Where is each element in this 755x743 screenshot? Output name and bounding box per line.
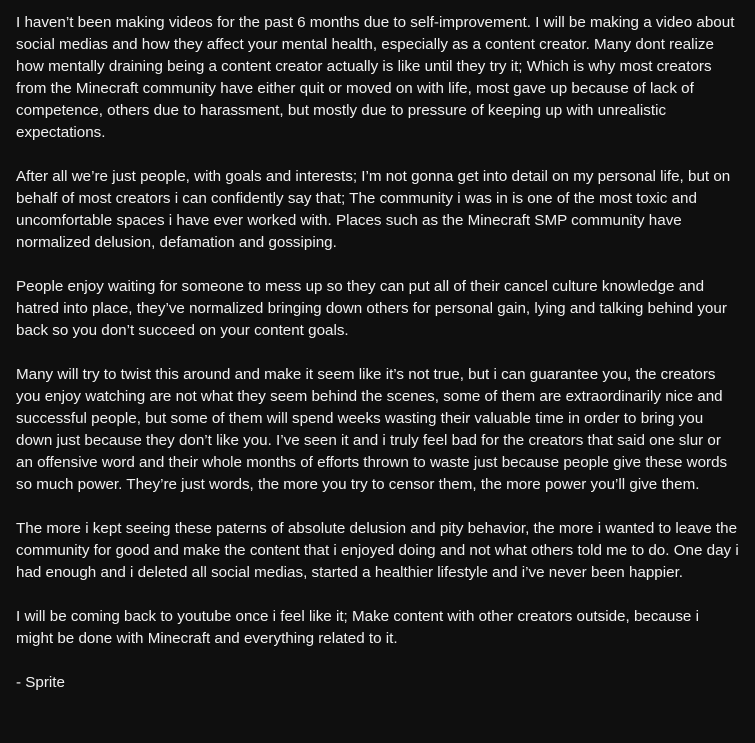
post-paragraph-3: People enjoy waiting for someone to mess up so they can put all of their cancel culture knowledge and hatred into place, they’ve normalized bringing down others for personal gain, lying and talking behind your back so you don’t succeed on your content goals. [16, 278, 727, 339]
post-paragraph-4: Many will try to twist this around and make it seem like it’s not true, but i can guarantee you, the creators you enjoy watching are not what they seem behind the scenes, some of them are extraordinarily nice and successful people, but some of them will spend weeks wasting their valuable time in order to bring you down just because they don’t like you. I’ve seen it and i truly feel bad for the creators that said one slur or an offensive word and their whole months of efforts thrown to waste just because people give these words so much power. They’re just words, the more you try to censor them, the more power you’ll give them. [16, 366, 728, 493]
post-paragraph-2: After all we’re just people, with goals and interests; I’m not gonna get into detail on my personal life, but on behalf of most creators i can confidently say that; The community i was in is one of the most toxic and uncomfortable spaces i have ever worked with. Places such as the Minecraft SMP community have normalized delusion, defamation and gossiping. [16, 168, 731, 251]
post-signature: - Sprite [16, 674, 65, 691]
post-paragraph-5: The more i kept seeing these paterns of absolute delusion and pity behavior, the more i wanted to leave the community for good and make the content that i enjoyed doing and not what others told me to do. One day i had enough and i deleted all social medias, started a healthier lifestyle and i’ve never been happier. [16, 520, 739, 581]
post-paragraph-1: I haven’t been making videos for the past 6 months due to self-improvement. I will be making a video about social medias and how they affect your mental health, especially as a content creator. Many dont realize how mentally draining being a content creator actually is like until they try it; Which is why most creators from the Minecraft community have either quit or moved on with life, most gave up because of lack of competence, others due to harassment, but mostly due to pressure of keeping up with unrealistic expectations. [16, 14, 735, 141]
post-paragraph-6: I will be coming back to youtube once i feel like it; Make content with other creators outside, because i might be done with Minecraft and everything related to it. [16, 608, 699, 647]
